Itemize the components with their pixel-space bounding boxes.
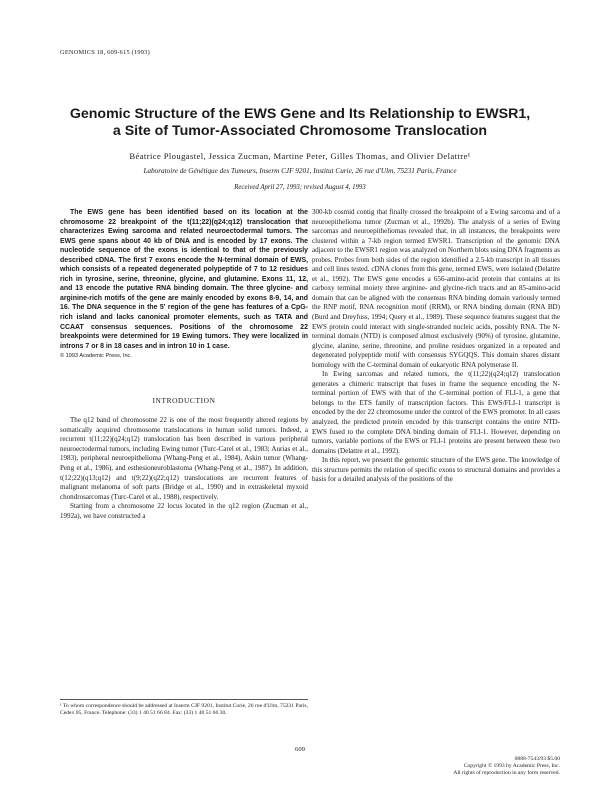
right-paragraph-2: In Ewing sarcomas and related tumors, the t(11;22)(q24;q12) translocation generates a chimeric transcript that fuses in frame the sequence encoding the N-terminal portion of EWS with that of the C-terminal portion of FLI-1, a gene that belongs to the ETS family of transcription factors. This EWS/FLI-1 transcript is encoded by the der 22 chromosome under the control of the EWS promoter. In all cases analyzed, the predicted protein encoded by this transcript contains the entire NTD-EWS fused to the complete DNA binding domain of FLI-1. However, depending on tumors, variable portions of the EWS or FLI-1 proteins are present between these two domains (Delattre et al., 1992). [312,370,560,455]
copyright-line: Copyright © 1993 by Academic Press, Inc. [463,763,560,770]
intro-paragraph-2: Starting from a chromosome 22 locus located in the q12 region (Zucman et al., 1992a), we have constructed a [60,502,308,520]
left-column [60,208,308,521]
author-list: Béatrice Plougastel, Jessica Zucman, Martine Peter, Gilles Thomas, and Olivier Delattre¹ [129,151,471,161]
issn-line: 0888-7543/93 $5.00 [514,756,560,762]
page-number: 609 [295,746,305,753]
journal-citation: GENOMICS 18, 609-615 (1993) [60,49,150,56]
correspondence-footnote: ¹ To whom correspondence should be addressed at Inserm CJF 9201, Institut Curie, 26 rue d'Ulm, 75231 Paris, Cedex 05, France. Telephone: (33) 1 40 51 66 84. Fax: (33) 1 40 51 66 30. [60,699,308,717]
abstract-copyright: © 1993 Academic Press, Inc. [60,353,132,360]
abstract [60,208,308,362]
right-paragraph-3: In this report, we present the genomic structure of the EWS gene. The knowledge of this structure permits the relation of specific exons to structural domains and provides a basis for a detailed analysis of the positions of the [312,456,560,484]
rights-line: All rights of reproduction in any form reserved. [453,770,560,777]
article-title [40,106,560,140]
abstract-text: The EWS gene has been identified based on its location at the chromosome 22 breakpoint of the t(11;22)(q24;q12) translocation that characterizes Ewing sarcoma and related neuroectodermal tumors. The EWS gene spans about 40 kb of DNA and is encoded by 17 exons. The nucleotide sequence of the exons is identical to that of the previously described cDNA. The first 7 exons encode the N-terminal domain of EWS, which consists of a repeated degenerated polypeptide of 7 to 12 residues rich in tyrosine, serine, threonine, glycine, and glutamine. Exons 11, 12, and 13 encode the putative RNA binding domain. The three glycine- and arginine-rich motifs of the gene are mainly encoded by exons 8-9, 14, and 16. The DNA sequence in the 5' region of the gene has features of a CpG-rich island and lacks canonical promoter elements, such as TATA and CCAAT consensus sequences. Positions of the chromosome 22 breakpoints were determined for 19 Ewing tumors. They were localized in introns 7 or 8 in 18 cases and in intron 10 in 1 case. [60,209,308,350]
section-heading-introduction: INTRODUCTION [152,395,216,405]
title-line-2: a Site of Tumor-Associated Chromosome Translocation [112,123,488,139]
intro-paragraph-1: The q12 band of chromosome 22 is one of the most frequently altered regions by somatically acquired chromosome translocations in human solid tumors. Indeed, a recurrent t(11;22)(q24;q12) translocation has been described in various peripheral neuroectodermal tumors, including Ewing tumor (Turc-Carel et al., 1983; Aurias et al., 1983), peripheral neuroepithelioma (Whang-Peng et al., 1984), Askin tumor (Whang-Peng et al., 1986), and esthesioneuroblastoma (Whang-Peng et al., 1987). In addition, t(12;22)(q13;q12) and t(9;22)(q22;q12) translocations are recurrent features of malignant melanoma of soft parts (Bridge et al., 1990) and in extraskeletal myxoid chondrosarcomas (Turc-Carel et al., 1988), respectively. [60,416,308,501]
title-line-1: Genomic Structure of the EWS Gene and Its Relationship to EWSR1, [69,106,531,122]
copyright-block [420,756,560,778]
affiliation: Laboratoire de Génétique des Tumeurs, Inserm CJF 9201, Institut Curie, 26 rue d'Ulm, 75231 Paris, France [143,167,457,175]
right-paragraph-1: 300-kb cosmid contig that finally crossed the breakpoint of a Ewing sarcoma and of a neuroepithelioma tumor (Zucman et al., 1992b). The analysis of a series of Ewing sarcomas and neuroepitheliomas revealed that, in all instances, the breakpoints were clustered within a 7-kb region termed EWSR1. Transcription of the genomic DNA adjacent to the EWSR1 region was analyzed on Northern blots using DNA fragments as probes. Probes from both sides of the region identified a 2.5-kb transcript in all tissues and cell lines tested. cDNA clones from this gene, termed EWS, were isolated (Delattre et al., 1992). The EWS gene encodes a 656-amino-acid protein that contains at its carboxy terminal moiety three arginine- and glycine-rich tracts and an 85-amino-acid domain that can be aligned with the consensus RNA binding domain variously termed the RNP motif, RNA recognition motif (RRM), or RNA binding domain (RNA BD) (Burd and Dreyfuss, 1994; Query et al., 1989). These sequence features suggest that the EWS protein could interact with single-stranded nucleic acids, possibly RNA. The N-terminal domain (NTD) is composed almost exclusively (90%) of tyrosine, glutamine, glycine, alanine, serine, threonine, and proline residues organized in a repeated and degenerated polypeptide motif with consensus SYGQQS. This domain shares distant homology with the C-terminal domain of eukaryotic RNA polymerase II. [312,208,560,369]
received-dates: Received April 27, 1993; revised August 4, 1993 [234,184,366,191]
right-column [312,208,560,485]
